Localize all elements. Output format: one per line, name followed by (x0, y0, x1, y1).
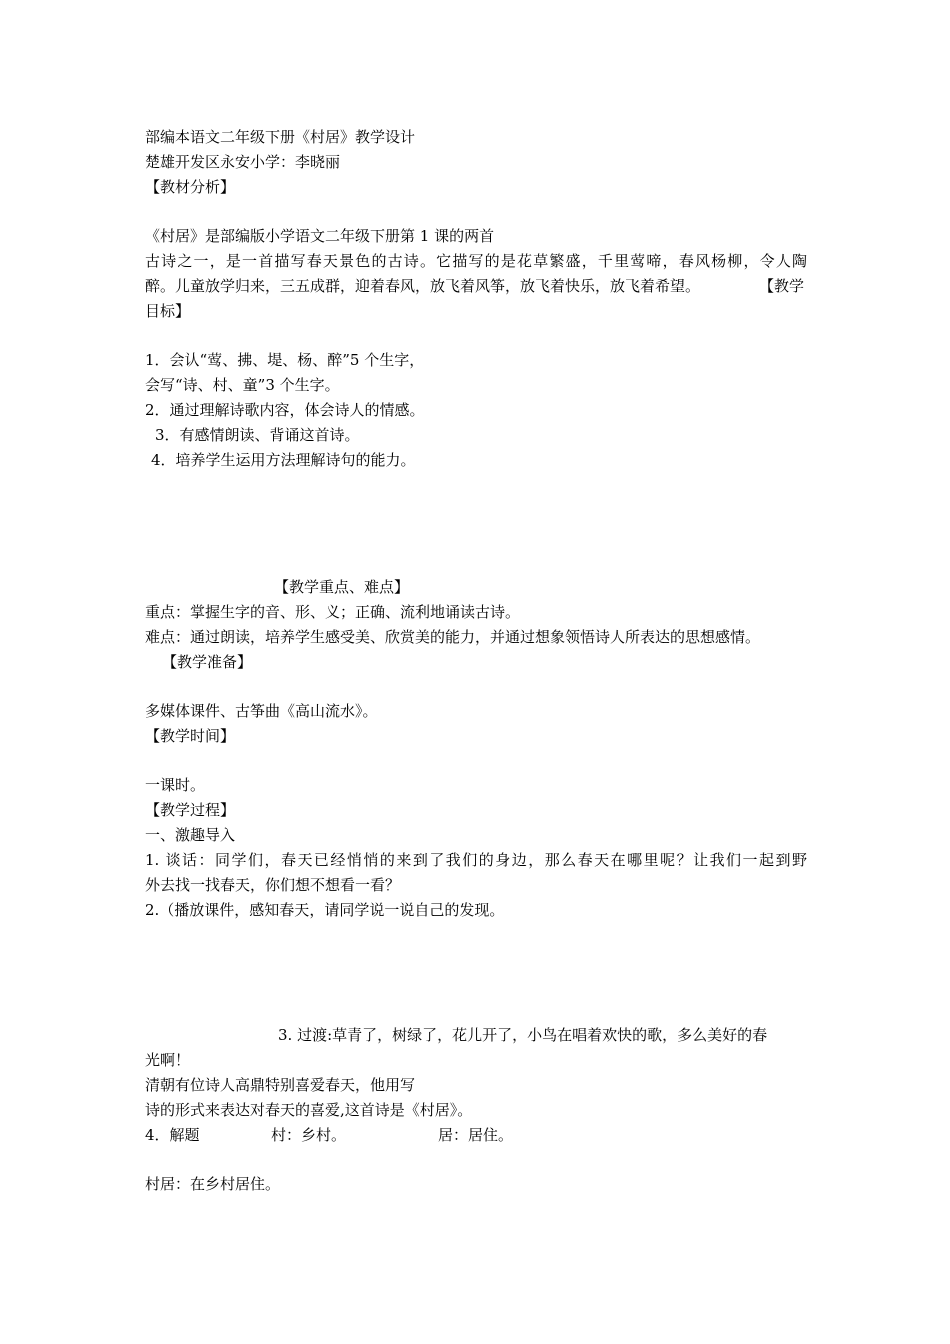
preparation: 多媒体课件、古筝曲《高山流水》。 (145, 702, 378, 720)
heading-analysis: 【教材分析】 (145, 178, 236, 196)
section-1-title: 一、激趣导入 (145, 826, 236, 844)
heading-process: 【教学过程】 (145, 801, 236, 819)
analysis-line-1: 《村居》是部编版小学语文二年级下册第 1 课的两首 (145, 227, 495, 245)
step-4-ju: 居：居住。 (438, 1126, 514, 1144)
step-1-line-2: 外去找一找春天，你们想不想看一看？ (145, 876, 401, 894)
heading-preparation: 【教学准备】 (162, 653, 253, 671)
step-4-cun: 村：乡村。 (271, 1126, 347, 1144)
analysis-line-3: 醉。儿童放学归来，三五成群，迎着春风，放飞着风筝，放飞着快乐，放飞着希望。 (145, 277, 701, 295)
heading-goals-part2: 目标】 (145, 302, 191, 320)
goal-1-line-2: 会写“诗、村、童”3 个生字。 (145, 376, 340, 394)
step-4-cunju: 村居：在乡村居住。 (145, 1175, 281, 1193)
step-3-line-4: 诗的形式来表达对春天的喜爱,这首诗是《村居》。 (145, 1101, 473, 1119)
heading-goals-part1: 【教学 (759, 277, 805, 295)
author-line: 楚雄开发区永安小学：李晓丽 (145, 153, 341, 171)
step-3-line-3: 清朝有位诗人高鼎特别喜爱春天，他用写 (145, 1076, 416, 1094)
heading-time: 【教学时间】 (145, 727, 236, 745)
step-3-line-2: 光啊！ (145, 1051, 191, 1069)
goal-4: 4．培养学生运用方法理解诗句的能力。 (151, 451, 416, 469)
key-point: 重点：掌握生字的音、形、义；正确、流利地诵读古诗。 (145, 603, 521, 621)
lesson-time: 一课时。 (145, 776, 206, 794)
step-4-label: 4．解题 (145, 1126, 200, 1144)
goal-2: 2．通过理解诗歌内容，体会诗人的情感。 (145, 401, 425, 419)
step-3-line-1: 3. 过渡:草青了，树绿了，花儿开了，小鸟在唱着欢快的歌，多么美好的春 (278, 1026, 768, 1044)
step-1-line-1: 1. 谈话：同学们，春天已经悄悄的来到了我们的身边，那么春天在哪里呢？让我们一起到野 (145, 851, 807, 869)
difficult-point: 难点：通过朗读，培养学生感受美、欣赏美的能力，并通过想象领悟诗人所表达的思想感情。 (145, 628, 761, 646)
goal-3: 3．有感情朗读、背诵这首诗。 (155, 426, 360, 444)
analysis-line-2: 古诗之一，是一首描写春天景色的古诗。它描写的是花草繁盛，千里莺啼，春风杨柳，令人陶 (145, 252, 807, 270)
document-title: 部编本语文二年级下册《村居》教学设计 (145, 128, 416, 146)
goal-1-line-1: 1．会认“莺、拂、堤、杨、醉”5 个生字， (145, 351, 425, 369)
heading-key-points: 【教学重点、难点】 (274, 578, 410, 596)
step-2: 2.（播放课件，感知春天，请同学说一说自己的发现。 (145, 901, 505, 919)
